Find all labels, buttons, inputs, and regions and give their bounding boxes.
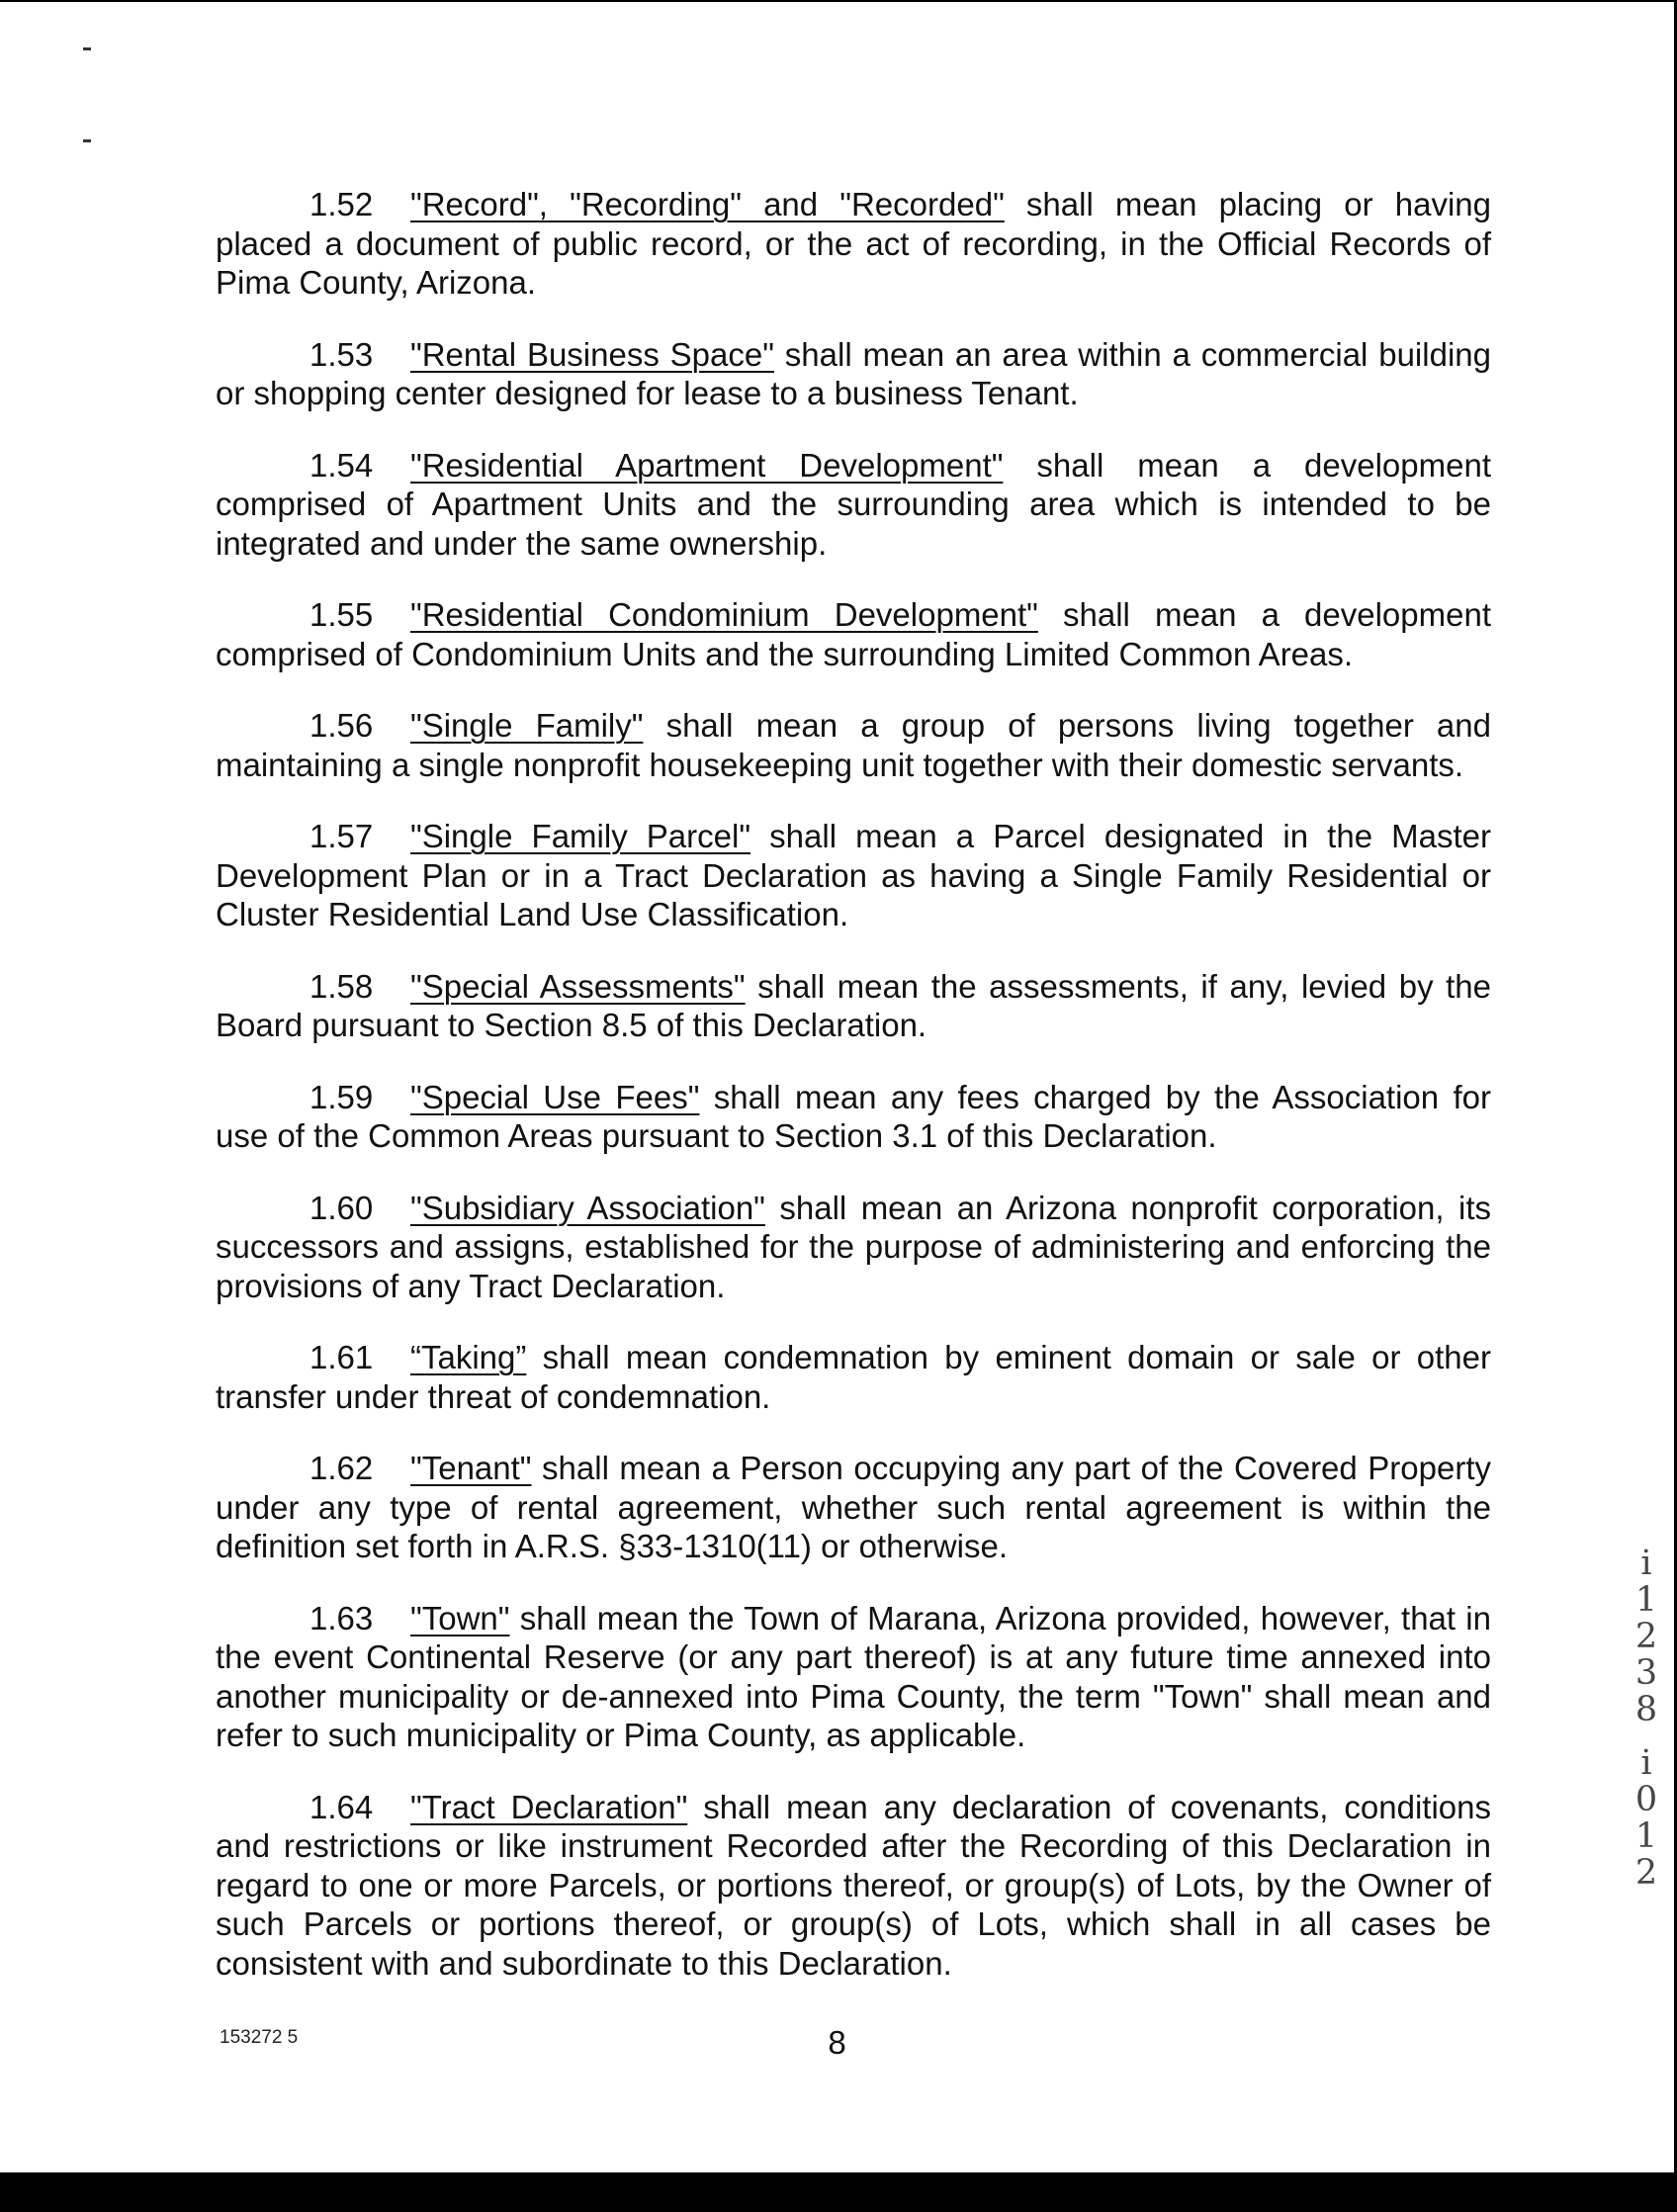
definition-1-58 — [216, 967, 1491, 1045]
definition-text: shall mean a development comprised of Apartment Units and the surrounding area which is intended to be integrated and under the same ownership. — [216, 446, 1491, 562]
definition-text: shall mean a Person occupying any part of the Covered Property under any type of rental agreement, whether such rental agreement is within the definition set forth in A.R.S. §33-1310(11) or otherwise. — [216, 1450, 1491, 1564]
defined-term: “Taking” — [410, 1339, 527, 1375]
definition-text: shall mean a development comprised of Condominium Units and the surrounding Limited Common Areas. — [216, 596, 1491, 672]
definition-1-53 — [216, 335, 1491, 413]
page-number: 8 — [828, 2024, 846, 2061]
section-number: 1.56 — [309, 707, 374, 744]
section-number: 1.62 — [309, 1450, 374, 1486]
definition-1-62 — [216, 1449, 1491, 1566]
definition-text: shall mean the assessments, if any, levied by the Board pursuant to Section 8.5 of this Declaration. — [216, 967, 1491, 1043]
defined-term: "Tract Declaration" — [410, 1788, 688, 1825]
recording-stamp-lower — [1630, 1745, 1663, 1892]
definition-text: shall mean placing or having placed a document of public record, or the act of recording, in the Official Records of Pima County, Arizona. — [216, 186, 1491, 301]
definition-text: shall mean any declaration of covenants, conditions and restrictions or like instrument Recorded after the Recording of this Declaration in regard to one or more Parcels, or portions thereof, or group(s) of Lots, by the Owner of such Parcels or portions thereof, or group(s) of Lots, which shall in all cases be consistent with and subordinate to this Declaration. — [216, 1788, 1491, 1982]
definition-1-57 — [216, 817, 1491, 934]
definition-1-56 — [216, 706, 1491, 784]
definition-1-64 — [216, 1788, 1491, 1984]
stamp-digit: 0 — [1634, 1780, 1658, 1819]
definition-1-52 — [216, 185, 1491, 303]
definition-text: shall mean any fees charged by the Association for use of the Common Areas pursuant to Section 3.1 of this Declaration. — [216, 1078, 1491, 1154]
defined-term: "Special Assessments" — [410, 967, 746, 1005]
definition-text: shall mean the Town of Marana, Arizona provided, however, that in the event Continental Reserve (or any part thereof) is at any future time annexed into another municipality or de-annexed into Pima County, the term "Town" shall mean and refer to such municipality or Pima County, as applicable. — [216, 1599, 1491, 1753]
section-number: 1.61 — [309, 1339, 374, 1375]
stamp-digit: 8 — [1634, 1690, 1658, 1729]
definition-text: shall mean an area within a commercial building or shopping center designed for lease to a business Tenant. — [216, 335, 1491, 411]
section-number: 1.55 — [309, 596, 374, 633]
stamp-digit: 2 — [1634, 1853, 1658, 1893]
section-number: 1.63 — [309, 1599, 374, 1637]
definition-1-55 — [216, 595, 1491, 673]
section-number: 1.58 — [309, 967, 374, 1005]
scan-mark — [83, 47, 91, 50]
definition-text: shall mean a group of persons living together and maintaining a single nonprofit housekeeping unit together with their domestic servants. — [216, 707, 1491, 783]
definition-text: shall mean an Arizona nonprofit corporation, its successors and assigns, established for the purpose of administering and enforcing the provisions of any Tract Declaration. — [216, 1189, 1492, 1304]
defined-term: "Residential Apartment Development" — [410, 446, 1004, 484]
scan-border — [0, 2172, 1677, 2212]
defined-term: "Residential Condominium Development" — [410, 596, 1038, 633]
definition-1-63 — [216, 1599, 1491, 1755]
defined-term: "Special Use Fees" — [410, 1078, 700, 1115]
stamp-digit: i — [1640, 1544, 1652, 1583]
document-code: 153272 5 — [220, 2027, 299, 2048]
defined-term: "Record", "Recording" and "Recorded" — [410, 186, 1005, 222]
definition-1-59 — [216, 1078, 1491, 1156]
stamp-digit: 3 — [1634, 1653, 1658, 1693]
section-number: 1.64 — [309, 1788, 374, 1825]
definition-text: shall mean condemnation by eminent domain or sale or other transfer under threat of condemnation. — [216, 1339, 1491, 1415]
definition-1-60 — [216, 1189, 1491, 1306]
section-number: 1.57 — [309, 818, 374, 854]
defined-term: "Single Family" — [410, 707, 644, 744]
stamp-digit: 1 — [1634, 1816, 1658, 1856]
defined-term: "Tenant" — [410, 1450, 532, 1486]
section-number: 1.60 — [309, 1189, 374, 1226]
stamp-digit: i — [1640, 1743, 1652, 1783]
scan-mark — [83, 139, 91, 142]
recording-stamp-upper — [1630, 1546, 1663, 1728]
stamp-digit: 2 — [1634, 1617, 1658, 1656]
section-number: 1.54 — [309, 446, 374, 484]
definition-1-61 — [216, 1338, 1491, 1416]
section-number: 1.53 — [309, 335, 374, 373]
definition-text: shall mean a Parcel designated in the Master Development Plan or in a Tract Declaration as having a Single Family Residential or Cluster Residential Land Use Classification. — [216, 818, 1492, 932]
section-number: 1.59 — [309, 1078, 374, 1115]
defined-term: "Single Family Parcel" — [410, 818, 751, 854]
defined-term: "Rental Business Space" — [410, 335, 774, 373]
section-number: 1.52 — [309, 186, 374, 222]
stamp-digit: 1 — [1634, 1580, 1658, 1620]
definitions-list — [216, 185, 1491, 1983]
definition-1-54 — [216, 446, 1491, 564]
defined-term: "Town" — [410, 1599, 510, 1637]
defined-term: "Subsidiary Association" — [410, 1189, 765, 1226]
